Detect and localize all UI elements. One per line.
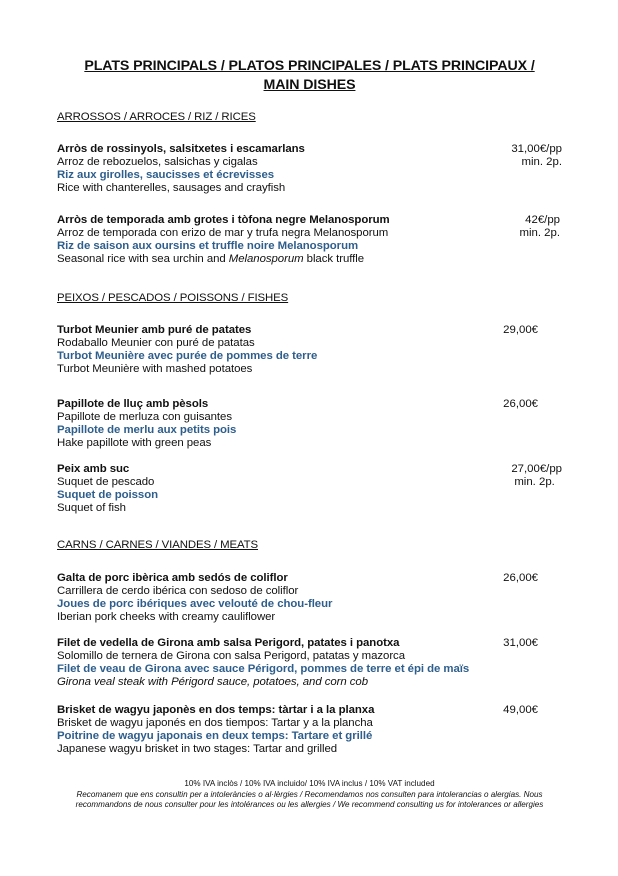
dish-name-catalan: Arròs de temporada amb grotes i tòfona negre Melanosporum [57, 214, 390, 226]
price-value: 26,00€ [503, 398, 538, 410]
dish-hake-papillote [57, 398, 562, 449]
dish-name-english: Suquet of fish [57, 501, 126, 514]
dish-name-french: Suquet de poisson [57, 489, 159, 502]
dish-name-english: Japanese wagyu brisket in two stages: Tartar and grilled [57, 742, 338, 755]
page-title [57, 57, 562, 95]
dish-name-english: Hake papillote with green peas [57, 436, 212, 449]
dish-price [503, 398, 538, 411]
price-value: 31,00€ [503, 637, 538, 649]
dish-name-spanish: Arroz de temporada con erizo de mar y trufa negra Melanosporum [57, 226, 389, 239]
dish-name-spanish: Arroz de rebozuelos, salsichas y cigalas [57, 155, 258, 168]
dish-name-english: Rice with chanterelles, sausages and crayfish [57, 181, 286, 194]
price-value: 26,00€ [503, 572, 538, 584]
dish-name-catalan: Turbot Meunier amb puré de patates [57, 324, 252, 336]
allergy-notice-line-1: Recomanem que ens consultin per a intoleràncies o al·lèrgies / Recomendamos nos consulten para intolerancias o alergias. Nous [76, 789, 543, 799]
price-minimum-note: min. 2p. [519, 226, 560, 239]
section-heading-fishes: PEIXOS / PESCADOS / POISSONS / FISHES [57, 292, 289, 304]
page-title-line-1: PLATS PRINCIPALS / PLATOS PRINCIPALES / PLATS PRINCIPAUX / [84, 58, 535, 74]
footer-notes [57, 779, 562, 811]
dish-name-english: Iberian pork cheeks with creamy cauliflower [57, 610, 276, 623]
dish-name-catalan: Brisket de wagyu japonès en dos temps: tàrtar i a la planxa [57, 704, 375, 716]
section-heading-rices: ARROSSOS / ARROCES / RIZ / RICES [57, 111, 256, 123]
dish-name-catalan: Filet de vedella de Girona amb salsa Perigord, patates i panotxa [57, 637, 400, 649]
dish-name-french: Papillote de merlu aux petits pois [57, 424, 237, 437]
dish-name-french: Riz aux girolles, saucisses et écrevisses [57, 169, 275, 182]
dish-price [511, 143, 562, 168]
dish-name-spanish: Solomillo de ternera de Girona con salsa Perigord, patatas y mazorca [57, 649, 405, 662]
dish-seasonal-rice [57, 214, 562, 265]
dish-price [503, 704, 538, 717]
dish-name-french: Joues de porc ibériques avec velouté de chou-fleur [57, 598, 333, 611]
dish-name-catalan: Papillote de lluç amb pèsols [57, 398, 209, 410]
dish-name-catalan: Arròs de rossinyols, salsitxetes i escamarlans [57, 143, 305, 155]
dish-name-spanish: Papillote de merluza con guisantes [57, 410, 232, 423]
dish-pork-cheeks [57, 572, 562, 623]
dish-name-spanish: Rodaballo Meunier con puré de patatas [57, 336, 255, 349]
dish-name-english: Turbot Meunière with mashed potatoes [57, 362, 253, 375]
dish-name-french: Turbot Meunière avec purée de pommes de terre [57, 350, 318, 363]
price-value: 42€/pp [525, 214, 560, 226]
dish-name-french: Filet de veau de Girona avec sauce Périgord, pommes de terre et épi de maïs [57, 663, 470, 676]
dish-price [503, 324, 538, 337]
dish-name-english [57, 253, 562, 266]
dish-turbot [57, 324, 562, 375]
price-minimum-note: min. 2p. [514, 475, 555, 488]
dish-name-catalan: Galta de porc ibèrica amb sedós de coliflor [57, 572, 288, 584]
english-text-post: black truffle [303, 252, 365, 265]
dish-name-french: Riz de saison aux oursins et truffle noire Melanosporum [57, 240, 359, 253]
dish-price [503, 637, 538, 650]
price-value: 31,00€/pp [511, 143, 562, 155]
dish-name-catalan: Peix amb suc [57, 463, 130, 475]
price-value: 27,00€/pp [511, 463, 562, 475]
price-value: 29,00€ [503, 324, 538, 336]
dish-wagyu-brisket [57, 704, 562, 755]
dish-price [519, 214, 560, 239]
vat-notice: 10% IVA inclòs / 10% IVA incluido/ 10% IVA inclus / 10% VAT included [184, 779, 435, 788]
page-title-line-2: MAIN DISHES [263, 77, 356, 93]
price-value: 49,00€ [503, 704, 538, 716]
dish-name-spanish: Carrillera de cerdo ibérica con sedoso de coliflor [57, 584, 299, 597]
english-text-italic: Melanosporum [228, 252, 304, 265]
dish-fish-suquet [57, 463, 562, 514]
english-text-pre: Seasonal rice with sea urchin and [57, 252, 229, 265]
dish-price [511, 463, 562, 488]
dish-name-english: Girona veal steak with Périgord sauce, potatoes, and corn cob [57, 675, 369, 688]
dish-name-spanish: Suquet de pescado [57, 475, 155, 488]
allergy-notice-line-2: recommandons de nous consulter pour les intolérances ou les allergies / We recommend consulting us for intolerances or allergies [75, 800, 544, 810]
dish-price [503, 572, 538, 585]
dish-rice-chanterelles [57, 143, 562, 194]
dish-name-spanish: Brisket de wagyu japonés en dos tiempos: Tartar y a la plancha [57, 716, 373, 729]
price-minimum-note: min. 2p. [521, 155, 562, 168]
dish-girona-veal [57, 637, 562, 688]
section-heading-meats: CARNS / CARNES / VIANDES / MEATS [57, 539, 259, 551]
dish-name-french: Poitrine de wagyu japonais en deux temps: Tartare et grillé [57, 730, 373, 743]
